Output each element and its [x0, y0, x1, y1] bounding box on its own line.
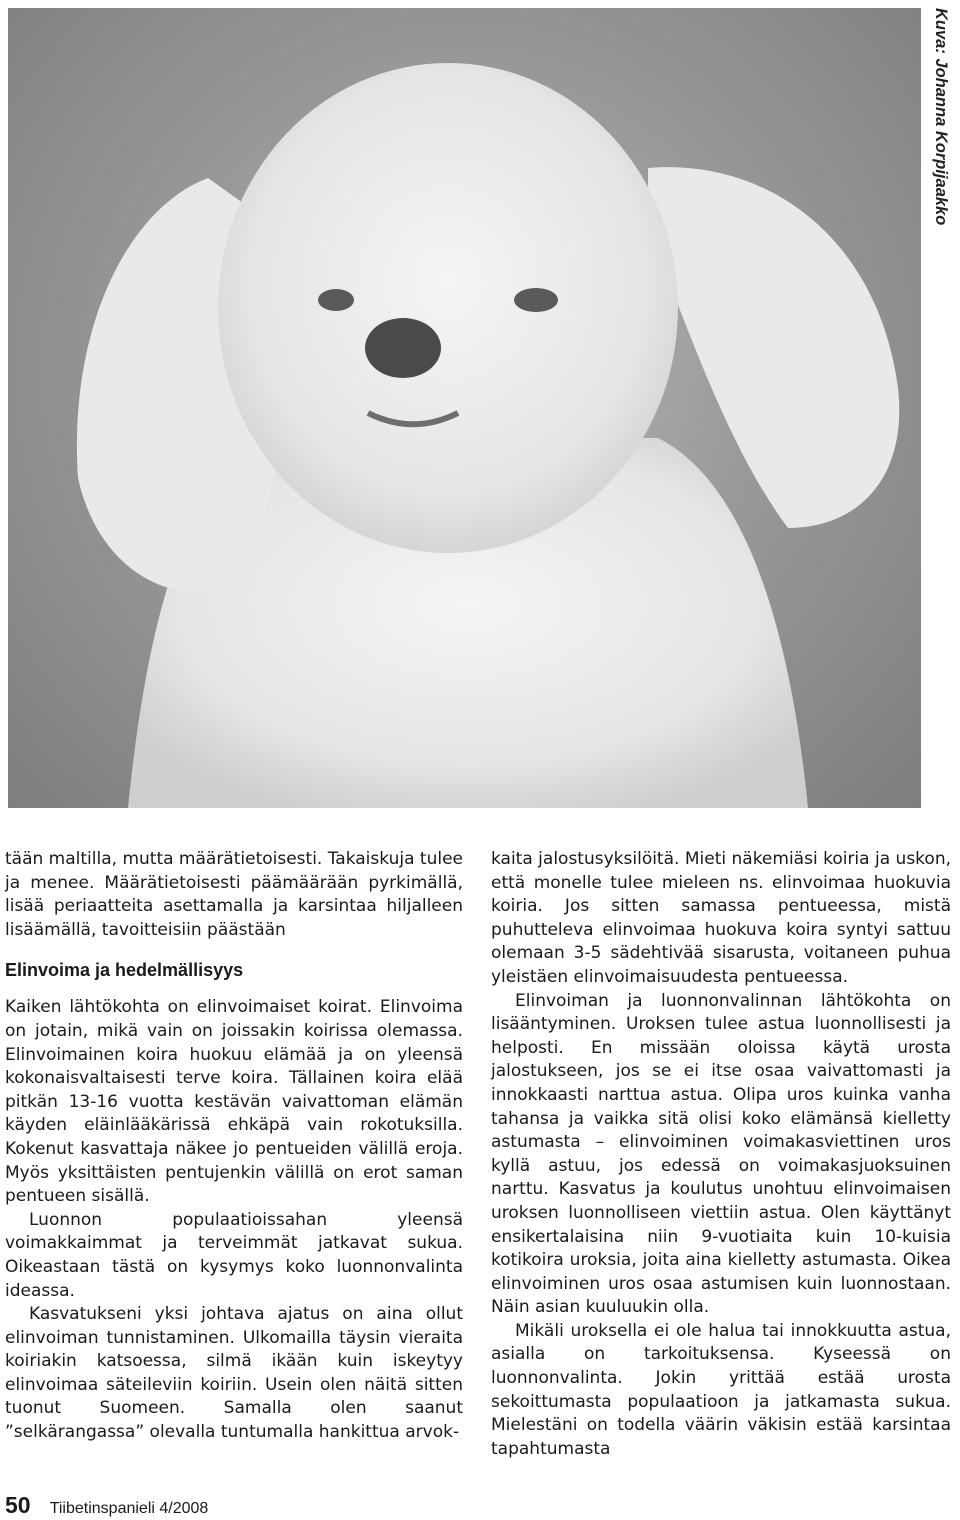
paragraph: kaita jalostusyksilöitä. Mieti näkemiäsi koiria ja uskon, että monelle tulee mieleen ns. elinvoimaa huokuvia koiria. Jos sitten samassa pentueessa, mistä puhutteleva elinvoimaa huokuva koira syntyi sattuu olemaan 3-5 sädehtivää sisarusta, voitaneen puhua yleistäen elinvoimaisuudesta pentueessa. [491, 849, 951, 987]
publication-name: Tiibetinspanieli 4/2008 [49, 1500, 209, 1517]
photo-credit [922, 8, 958, 308]
paragraph: Elinvoiman ja luonnonvalinnan lähtökohta on lisääntyminen. Uroksen tulee astua luonnollisesti ja helposti. En missään oloissa käytä urosta jalostukseen, jos se ei itse osaa vaivattomasti ja innokkaasti narttua astua. Olipa uros kuinka vanha tahansa ja vaikka sitä olisi koko elämänsä kielletty astumasta – elinvoiminen voimakasviettinen uros kyllä astuu, jos edessä on voimakasjuoksuinen narttu. Kasvatus ja koulutus unohtuu elinvoimaisen uroksen luonnolliseen viettiin astua. Olen käyttänyt ensikertalaisina niin 9-vuotiaita kuin 10-kuisia kotikoira uroksia, joita aina kielletty astumasta. Oikea elinvoiminen uros osaa astumisen kuin luonnostaan. Näin asian kuuluukin olla. [491, 990, 951, 1318]
paragraph: Mikäli uroksella ei ole halua tai innokkuutta astua, asialla on tarkoituksensa. Kyseessä on luonnonvalinta. Jokin yrittää estää urosta sekoittumasta populaatioon ja jatkamasta sukua. Mielestäni on todella väärin väkisin estää karsintaa tapahtumasta [491, 1320, 951, 1459]
dog-illustration [8, 8, 921, 808]
paragraph: Luonnon populaatioissahan yleensä voimakkaimmat ja terveimmät jatkavat sukua. Oikeastaan tästä on kysymys koko luonnonvalinta ideassa. [5, 1209, 463, 1301]
page-footer [5, 1492, 208, 1519]
page-number: 50 [5, 1492, 31, 1518]
paragraph: Kasvatukseni yksi johtava ajatus on aina ollut elinvoiman tunnistaminen. Ulkomailla täysin vieraita koiriakin katsoessa, silmä ikään kuin iskeytyy elinvoimaa säteileviin koiriin. Usein olen näitä sitten tuonut Suomeen. Samalla olen saanut ”selkärangassa” olevalla tuntumalla hankittua arvok- [5, 1304, 463, 1443]
photo-credit-text: Kuva: Johanna Korpijaakko [932, 8, 950, 226]
dog-photo [8, 8, 921, 808]
article-column-right [491, 848, 951, 1461]
section-heading: Elinvoima ja hedelmällisyys [5, 960, 244, 981]
article-column-left [5, 848, 463, 1445]
paragraph: tään maltilla, mutta määrätietoisesti. Takaiskuja tulee ja menee. Määrätietoisesti päämäärään pyrkimällä, lisää periaatteita asettamalla ja karsintaa hiljalleen lisäämällä, tavoitteisiin päästään [5, 849, 463, 940]
paragraph: Kaiken lähtökohta on elinvoimaiset koirat. Elinvoima on jotain, mikä vain on joissakin koirissa olemassa. Elinvoimainen koira huokuu elämää ja on yleensä kokonaisvaltaisesti terve koira. Tällainen koira elää pitkän 13-16 vuotta kestävän vaivattoman elämän käyden eläinlääkärissä ehkäpä vain rokotuksilla. Kokenut kasvattaja näkee jo pentueiden välillä eroja. Myös yksittäisten pentujenkin välillä on erot saman pentueen sisällä. [5, 997, 463, 1207]
